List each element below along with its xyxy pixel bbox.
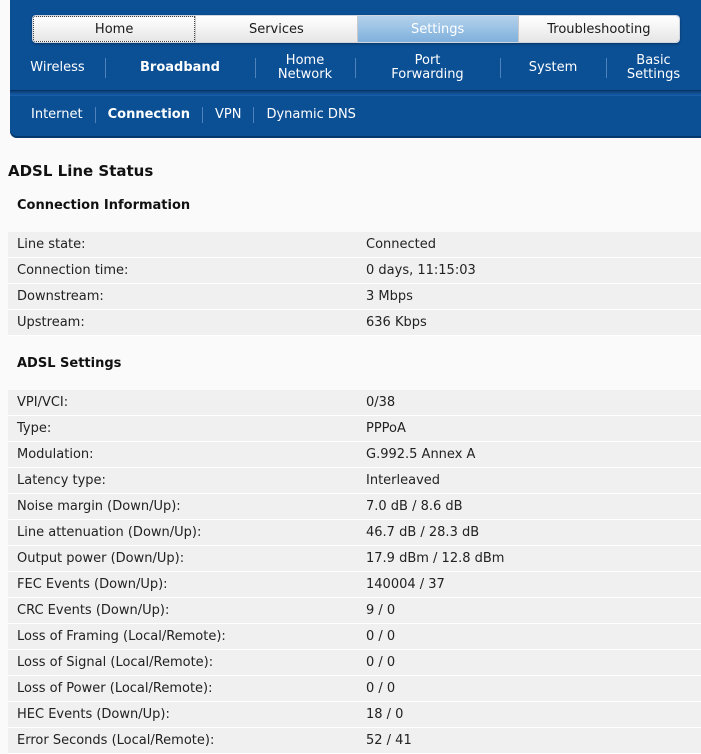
row-value: 17.9 dBm / 12.8 dBm — [366, 551, 505, 566]
row-label: FEC Events (Down/Up): — [17, 577, 168, 592]
connection-info-table — [8, 232, 701, 336]
row-label: Upstream: — [17, 315, 85, 330]
tertnav-internet[interactable]: Internet — [31, 107, 83, 122]
header-bar — [10, 0, 701, 138]
tab-troubleshooting[interactable]: Troubleshooting — [518, 16, 679, 42]
subnav-port-forwarding-label: Port Forwarding — [391, 53, 464, 82]
row-label: HEC Events (Down/Up): — [17, 707, 170, 722]
row-label: Modulation: — [17, 447, 94, 462]
subnav-basic-settings[interactable] — [606, 50, 701, 86]
section-title-connection: Connection Information — [17, 198, 191, 213]
table-row — [8, 258, 701, 284]
row-label: Line state: — [17, 237, 86, 252]
table-row — [8, 494, 701, 520]
table-row — [8, 390, 701, 416]
subnav-broadband[interactable]: Broadband — [105, 50, 255, 86]
tertnav-connection[interactable]: Connection — [95, 107, 202, 123]
tertnav-vpn[interactable]: VPN — [202, 107, 253, 123]
tab-home[interactable]: Home — [33, 16, 195, 42]
broadband-subnav — [22, 104, 368, 126]
table-row — [8, 546, 701, 572]
row-label: Connection time: — [17, 263, 129, 278]
row-value: PPPoA — [366, 421, 406, 436]
page-title: ADSL Line Status — [8, 162, 154, 180]
row-value: 0 / 0 — [366, 629, 396, 644]
row-label: Output power (Down/Up): — [17, 551, 185, 566]
table-row — [8, 310, 701, 336]
table-row — [8, 520, 701, 546]
row-label: CRC Events (Down/Up): — [17, 603, 170, 618]
subnav-basic-settings-label: Basic Settings — [626, 53, 681, 82]
row-value: 7.0 dB / 8.6 dB — [366, 499, 463, 514]
row-label: Loss of Framing (Local/Remote): — [17, 629, 226, 644]
row-label: Noise margin (Down/Up): — [17, 499, 181, 514]
row-value: Interleaved — [366, 473, 441, 488]
table-row — [8, 416, 701, 442]
row-label: Downstream: — [17, 289, 104, 304]
table-row — [8, 728, 701, 754]
row-label: Error Seconds (Local/Remote): — [17, 733, 215, 748]
subnav-home-network-label: Home Network — [277, 53, 333, 82]
row-value: 3 Mbps — [366, 289, 413, 304]
tab-settings[interactable]: Settings — [357, 16, 518, 42]
row-value: 46.7 dB / 28.3 dB — [366, 525, 480, 540]
table-row — [8, 442, 701, 468]
adsl-settings-table — [8, 390, 701, 754]
row-value: 0 days, 11:15:03 — [366, 263, 476, 278]
table-row — [8, 650, 701, 676]
table-row — [8, 702, 701, 728]
row-value: 0 / 0 — [366, 655, 396, 670]
subnav-port-forwarding[interactable] — [355, 50, 500, 86]
row-value: G.992.5 Annex A — [366, 447, 476, 462]
table-row — [8, 572, 701, 598]
subnav-home-network[interactable] — [255, 50, 355, 86]
subnav-wireless[interactable]: Wireless — [30, 60, 85, 75]
row-value: 140004 / 37 — [366, 577, 445, 592]
row-label: Loss of Power (Local/Remote): — [17, 681, 213, 696]
table-row — [8, 284, 701, 310]
table-row — [8, 468, 701, 494]
table-row — [8, 598, 701, 624]
row-label: Loss of Signal (Local/Remote): — [17, 655, 214, 670]
row-value: 0/38 — [366, 395, 396, 410]
row-label: Latency type: — [17, 473, 106, 488]
row-label: VPI/VCI: — [17, 395, 69, 410]
table-row — [8, 676, 701, 702]
main-tabs — [32, 15, 680, 43]
nav-divider-strip — [10, 90, 701, 96]
row-label: Type: — [17, 421, 52, 436]
subnav-system[interactable]: System — [500, 50, 606, 86]
row-value: 52 / 41 — [366, 733, 412, 748]
section-title-adsl: ADSL Settings — [17, 356, 122, 371]
row-value: 0 / 0 — [366, 681, 396, 696]
settings-subnav — [10, 50, 701, 86]
tertnav-dynamic-dns[interactable]: Dynamic DNS — [253, 107, 367, 123]
table-row — [8, 232, 701, 258]
table-row — [8, 624, 701, 650]
row-value: 18 / 0 — [366, 707, 404, 722]
tab-services[interactable]: Services — [195, 16, 356, 42]
row-value: Connected — [366, 237, 437, 252]
row-label: Line attenuation (Down/Up): — [17, 525, 202, 540]
row-value: 9 / 0 — [366, 603, 396, 618]
row-value: 636 Kbps — [366, 315, 427, 330]
